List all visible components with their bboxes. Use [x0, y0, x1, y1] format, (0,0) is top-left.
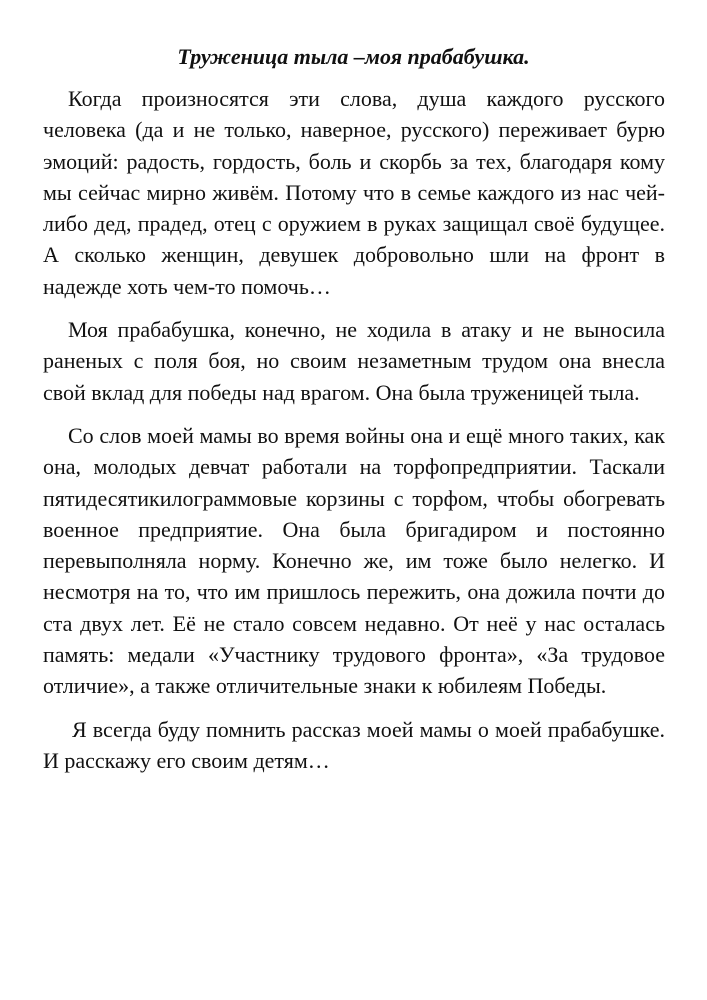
- paragraph-2: Моя прабабушка, конечно, не ходила в атаку и не выносила раненых с поля боя, но своим незаметным трудом она внесла свой вклад для победы над врагом. Она была труженицей тыла.: [43, 317, 665, 405]
- paragraph-1: Когда произносятся эти слова, душа каждого русского человека (да и не только, наверное, русского) переживает бурю эмоций: радость, гордость, боль и скорбь за тех, благодаря кому мы сейчас мирно живём. Потому что в семье каждого из нас чей-либо дед, прадед, отец с оружием в руках защищал своё будущее. А сколько женщин, девушек добровольно шли на фронт в надежде хоть чем-то помочь…: [43, 86, 665, 299]
- document-body: [43, 83, 665, 776]
- document-title: Труженица тыла –моя прабабушка.: [177, 44, 530, 69]
- paragraph-4: Я всегда буду помнить рассказ моей мамы о моей прабабушке. И расскажу его своим детям…: [43, 716, 665, 773]
- paragraph-3: Со слов моей мамы во время войны она и ещё много таких, как она, молодых девчат работали на торфопредприятии. Таскали пятидесятикилограммовые корзины с торфом, чтобы обогревать военное предприятие. Она была бригадиром и постоянно перевыполняла норму. Конечно же, им тоже было нелегко. И несмотря на то, что им пришлось пережить, она дожила почти до ста двух лет. Её не стало совсем недавно. От неё у нас осталась память: медали «Участнику трудового фронта», «За трудовое отличие», а также отличительные знаки к юбилеям Победы.: [43, 422, 665, 699]
